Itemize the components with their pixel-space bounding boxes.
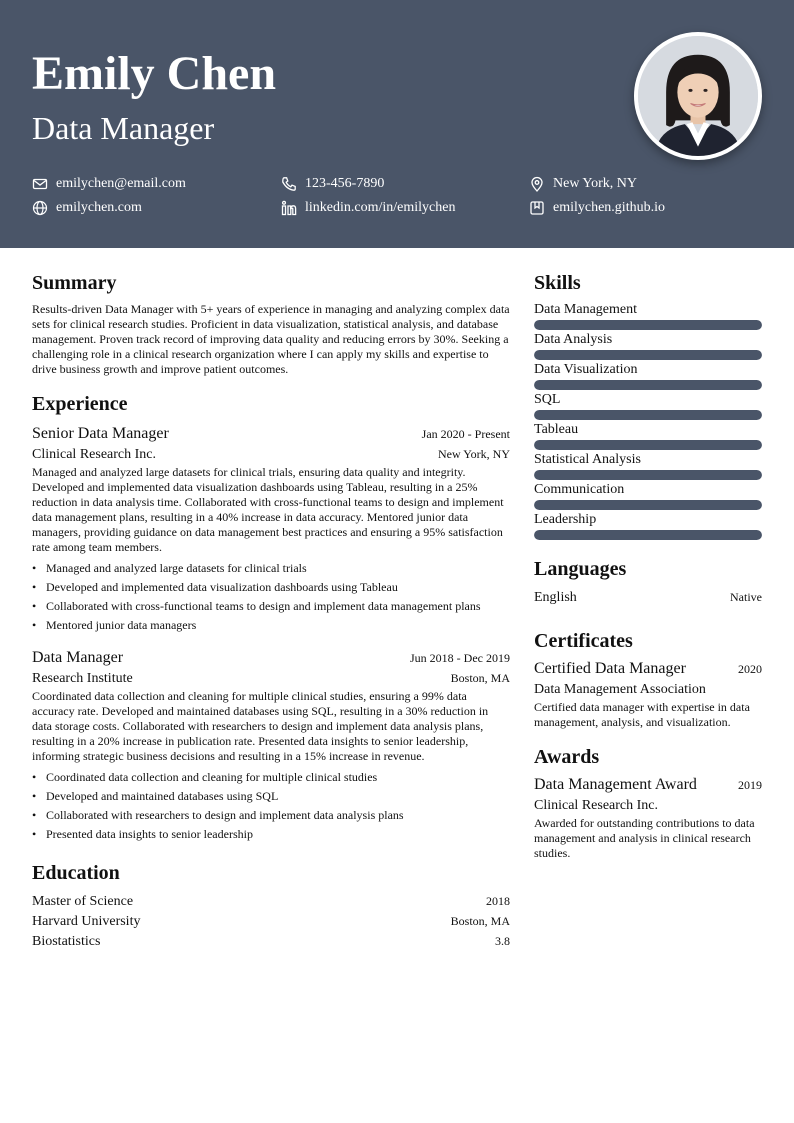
skill-item: [534, 450, 762, 480]
skill-level-fill: [534, 500, 762, 510]
globe-icon: [32, 200, 48, 216]
award-year: 2019: [738, 778, 762, 792]
summary-heading: Summary: [32, 272, 117, 294]
skill-level-bar: [534, 500, 762, 510]
skill-name: Data Management: [534, 302, 638, 317]
contact-github[interactable]: [529, 198, 665, 218]
skill-name: Data Analysis: [534, 332, 613, 347]
skill-level-bar: [534, 440, 762, 450]
awards-heading: Awards: [534, 746, 600, 768]
education-location: Boston, MA: [450, 914, 510, 928]
skill-level-fill: [534, 320, 762, 330]
education-heading: Education: [32, 862, 120, 884]
education-gpa: 3.8: [495, 934, 510, 948]
certificate-description: Certified data manager with expertise in data management, analysis, and visualization.: [534, 700, 750, 729]
mail-icon: [32, 176, 48, 192]
education-school: Harvard University: [32, 914, 141, 929]
skill-name: Leadership: [534, 512, 597, 527]
skill-level-fill: [534, 470, 762, 480]
contact-location: [529, 174, 637, 194]
list-item: • Developed and implemented data visualization dashboards using Tableau: [32, 578, 510, 597]
job-bullets: [32, 559, 510, 635]
portfolio-icon: [529, 200, 545, 216]
candidate-title: Data Manager: [32, 110, 215, 146]
summary-text: Results-driven Data Manager with 5+ years of experience in managing and analyzing complex data sets for clinical research studies. Proficient in data visualization, statistical analysis, and database management. Proven track record of improving data quality and reducing errors by 30%. Seeking a challenging role in a clinical research organization where I can apply my skills and expertise to drive business growth and improve patient outcomes.: [32, 302, 510, 376]
job-title: Senior Data Manager: [32, 425, 169, 442]
education-field: Biostatistics: [32, 934, 101, 949]
job-dates: Jan 2020 - Present: [421, 427, 510, 441]
skill-level-bar: [534, 530, 762, 540]
list-item: • Collaborated with researchers to design and implement data analysis plans: [32, 806, 510, 825]
job-description: Coordinated data collection and cleaning for multiple clinical studies, ensuring a 99% data accuracy rate. Developed and maintained databases using SQL, resulting in a 30% reduction in data storage costs. Collaborated with researchers to design and implement data analysis plans, resulting in a 20% increase in publication rate. Presented data insights to senior leadership, informing strategic business decisions and resulting in a 15% increase in revenue.: [32, 689, 489, 763]
skill-item: [534, 330, 762, 360]
profile-photo: [634, 32, 762, 160]
side-column: [534, 268, 762, 861]
skills-heading: Skills: [534, 272, 581, 294]
skill-item: [534, 480, 762, 510]
skill-level-bar: [534, 380, 762, 390]
skill-level-fill: [534, 440, 762, 450]
languages-heading: Languages: [534, 558, 627, 580]
skill-item: [534, 510, 762, 540]
main-column: [32, 268, 510, 952]
linkedin-text: linkedin.com/in/emilychen: [305, 200, 456, 215]
skill-level-fill: [534, 380, 762, 390]
certificate-org: Data Management Association: [534, 682, 706, 697]
skill-item: [534, 390, 762, 420]
certificate-entry: [534, 658, 762, 730]
job-location: Boston, MA: [450, 671, 510, 685]
education-year: 2018: [486, 894, 510, 908]
skill-item: [534, 300, 762, 330]
skill-level-fill: [534, 530, 762, 540]
phone-text: 123-456-7890: [305, 176, 385, 191]
contact-email[interactable]: [32, 174, 186, 194]
candidate-name: Emily Chen: [32, 47, 277, 100]
skill-level-bar: [534, 410, 762, 420]
list-item: • Mentored junior data managers: [32, 616, 510, 635]
language-level: Native: [730, 590, 762, 604]
resume-header: [0, 0, 794, 248]
job-entry: [32, 423, 510, 635]
skill-name: SQL: [534, 392, 561, 407]
award-title: Data Management Award: [534, 776, 697, 793]
skill-item: [534, 420, 762, 450]
experience-heading: Experience: [32, 393, 128, 415]
certificates-heading: Certificates: [534, 630, 633, 652]
location-text: New York, NY: [553, 176, 638, 191]
certificate-year: 2020: [738, 662, 762, 676]
skill-level-bar: [534, 320, 762, 330]
education-entry: [32, 892, 510, 952]
phone-icon: [281, 176, 297, 192]
website-text: emilychen.com: [56, 200, 142, 215]
award-description: Awarded for outstanding contributions to data management and analysis in clinical research studies.: [534, 816, 755, 860]
list-item: • Coordinated data collection and cleaning for multiple clinical studies: [32, 768, 510, 787]
github-text: emilychen.github.io: [553, 200, 665, 215]
skill-name: Statistical Analysis: [534, 452, 641, 467]
skill-item: [534, 360, 762, 390]
contact-website[interactable]: [32, 198, 142, 218]
skill-name: Tableau: [534, 422, 579, 437]
skill-level-fill: [534, 410, 762, 420]
skills-list: [534, 300, 762, 540]
job-dates: Jun 2018 - Dec 2019: [410, 651, 510, 665]
list-item: • Managed and analyzed large datasets for clinical trials: [32, 559, 510, 578]
language-item: [534, 588, 762, 608]
list-item: • Developed and maintained databases using SQL: [32, 787, 510, 806]
linkedin-icon: [281, 200, 297, 216]
skill-level-fill: [534, 350, 762, 360]
job-company: Research Institute: [32, 671, 133, 686]
profile-photo-image: [638, 36, 758, 156]
skill-level-bar: [534, 350, 762, 360]
job-location: New York, NY: [437, 447, 510, 461]
skill-name: Communication: [534, 482, 625, 497]
email-text: emilychen@email.com: [56, 176, 186, 191]
skill-level-bar: [534, 470, 762, 480]
contact-phone[interactable]: [281, 174, 384, 194]
award-org: Clinical Research Inc.: [534, 798, 659, 813]
job-title: Data Manager: [32, 649, 124, 666]
job-description: Managed and analyzed large datasets for clinical trials, ensuring data quality and integrity. Developed and implemented data visualization dashboards using Tableau, resulting in a 25% reduction in data analysis time. Collaborated with cross-functional teams to design and implement data management plans, resulting in a 40% increase in data accuracy. Mentored junior data managers, providing guidance on data management best practices and ensuring a 95% satisfaction rate among team members.: [32, 465, 504, 554]
job-company: Clinical Research Inc.: [32, 447, 157, 462]
language-name: English: [534, 590, 577, 605]
education-degree: Master of Science: [32, 894, 134, 909]
job-entry: [32, 647, 510, 844]
certificate-title: Certified Data Manager: [534, 660, 686, 677]
list-item: • Presented data insights to senior leadership: [32, 825, 510, 844]
list-item: • Collaborated with cross-functional teams to design and implement data management plans: [32, 597, 510, 616]
skill-name: Data Visualization: [534, 362, 638, 377]
location-pin-icon: [529, 176, 545, 192]
contact-linkedin[interactable]: [281, 198, 455, 218]
job-bullets: [32, 768, 510, 844]
award-entry: [534, 774, 762, 861]
